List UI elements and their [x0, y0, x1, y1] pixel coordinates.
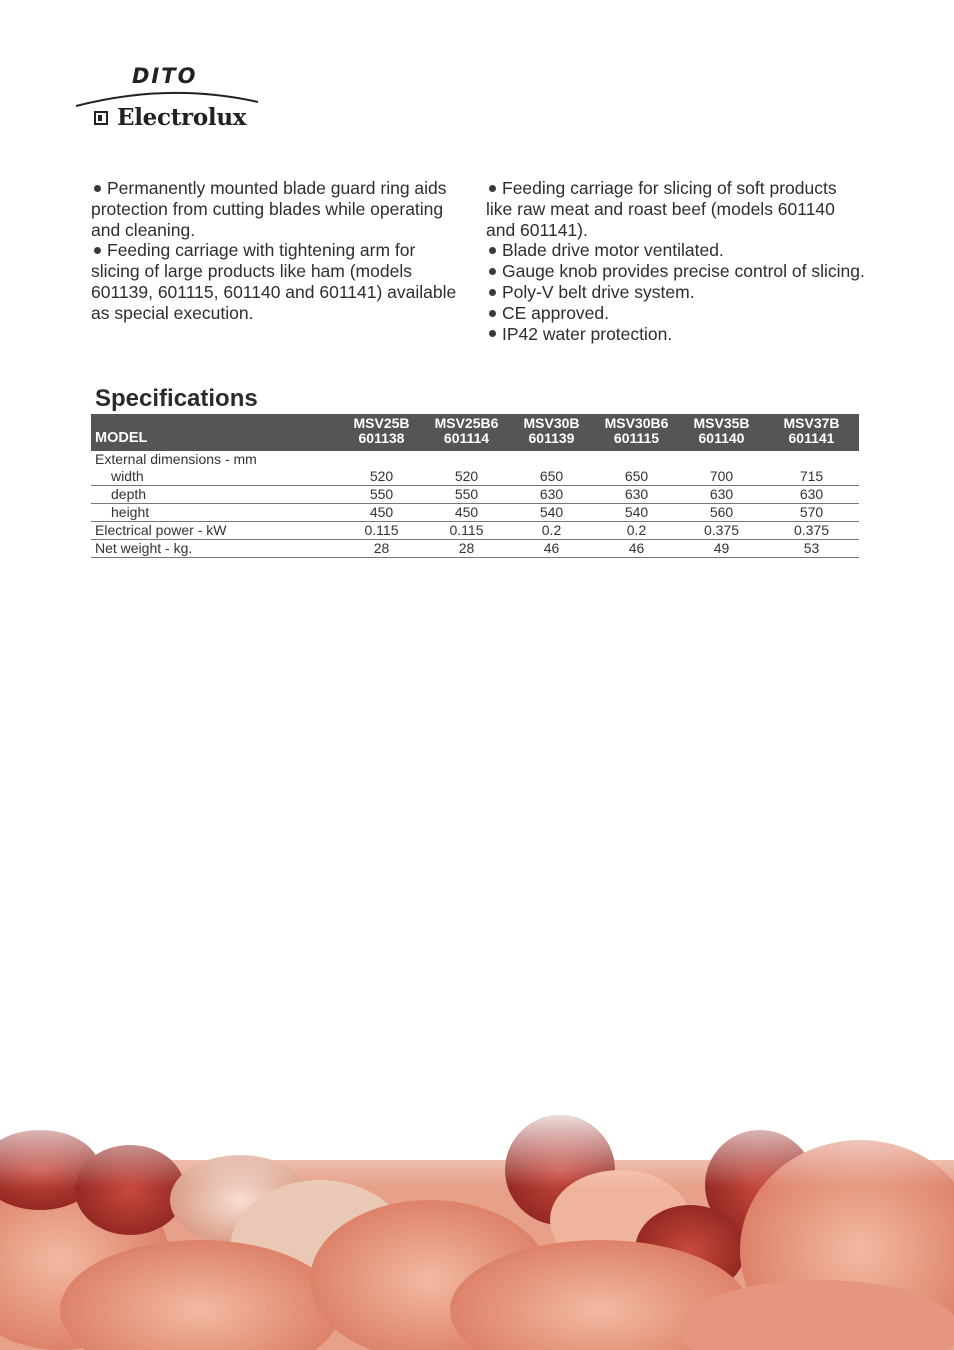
- bullet-icon: [489, 247, 496, 254]
- group-label: External dimensions - mm: [95, 451, 257, 467]
- specifications-table: [91, 414, 859, 558]
- model-column-header: MSV35B 601140: [679, 414, 764, 451]
- table-row: Net weight - kg. 28 28 46 46 49 53: [91, 540, 859, 558]
- feature-item: CE approved.: [486, 303, 866, 324]
- table-row: width 520 520 650 650 700 715: [91, 468, 859, 486]
- table-row: Electrical power - kW 0.115 0.115 0.2 0.2 0.375 0.375: [91, 522, 859, 540]
- bullet-icon: [489, 268, 496, 275]
- bullet-icon: [94, 185, 101, 192]
- model-column-header: MSV30B6 601115: [594, 414, 679, 451]
- electrolux-icon: [94, 111, 108, 125]
- bullet-icon: [489, 330, 496, 337]
- feature-item: Feeding carriage for slicing of soft products like raw meat and roast beef (models 601140 and 601141).: [486, 178, 837, 240]
- sliced-meats-image: [0, 1100, 954, 1350]
- brand-logo: [74, 64, 264, 134]
- feature-item: Permanently mounted blade guard ring aids protection from cutting blades while operating and cleaning.: [91, 178, 447, 240]
- features-right: [486, 178, 866, 344]
- model-column-header: MSV30B 601139: [509, 414, 594, 451]
- model-column-header: MSV25B 601138: [339, 414, 424, 451]
- feature-item: Blade drive motor ventilated.: [486, 240, 866, 261]
- table-header-row: [91, 414, 859, 451]
- brand-name: Electrolux: [117, 104, 247, 131]
- table-row: depth 550 550 630 630 630 630: [91, 486, 859, 504]
- bullet-icon: [94, 247, 101, 254]
- bullet-icon: [489, 185, 496, 192]
- features-left: [91, 178, 461, 324]
- bullet-icon: [489, 310, 496, 317]
- feature-item: IP42 water protection.: [486, 324, 866, 345]
- bullet-icon: [489, 289, 496, 296]
- table-row: height 450 450 540 540 560 570: [91, 504, 859, 522]
- specifications-title: Specifications: [95, 385, 258, 412]
- model-column-header: MSV37B 601141: [764, 414, 859, 451]
- feature-item: Feeding carriage with tightening arm for slicing of large products like ham (models 601139, 601115, 601140 and 601141) available as special execution.: [91, 240, 457, 323]
- sub-brand-logo: DITO: [132, 64, 198, 88]
- feature-item: Poly-V belt drive system.: [486, 282, 866, 303]
- table-row: [91, 451, 859, 468]
- feature-item: Gauge knob provides precise control of slicing.: [486, 261, 866, 282]
- model-header: MODEL: [91, 414, 339, 451]
- model-column-header: MSV25B6 601114: [424, 414, 509, 451]
